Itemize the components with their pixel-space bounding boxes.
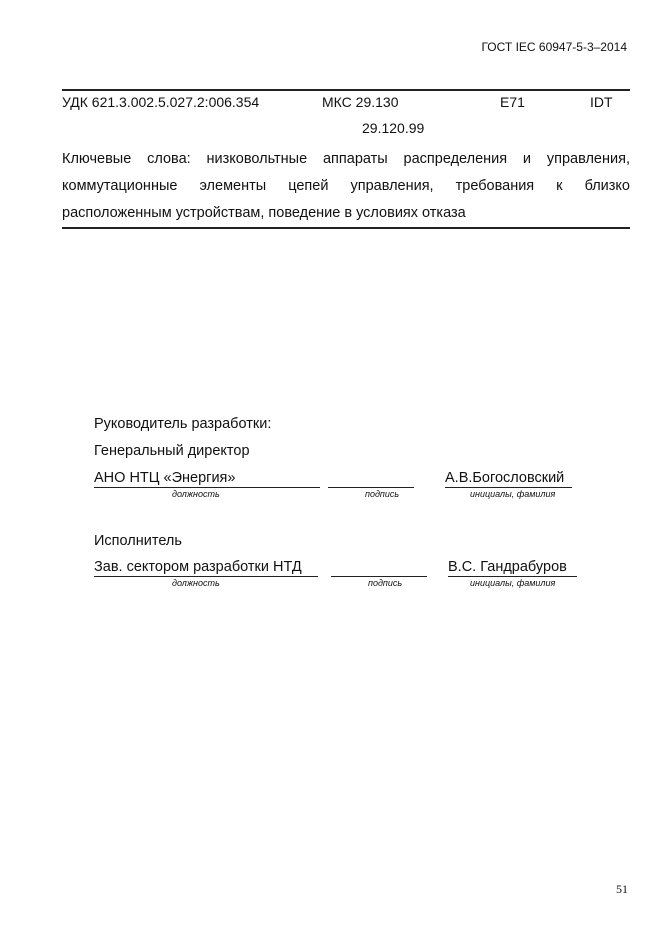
lead-caption-name: инициалы, фамилия [470,489,556,499]
page-number: 51 [616,882,628,896]
lead-caption-signature: подпись [365,489,400,499]
lead-name-line [445,487,572,488]
lead-signature-line [328,487,414,488]
executor-position: Зав. сектором разработки НТД [94,559,302,575]
executor-caption-signature: подпись [368,578,403,588]
mks-code-extra: 29.120.99 [362,120,425,136]
executor-title: Исполнитель [94,533,182,549]
lead-position: АНО НТЦ «Энергия» [94,470,236,486]
idt-label: IDT [590,94,613,110]
document-header: ГОСТ IEC 60947-5-3–2014 [481,40,627,54]
bottom-rule [62,227,630,229]
lead-name: А.В.Богословский [445,470,565,486]
executor-caption-position: должность [172,578,220,588]
lead-caption-position: должность [172,489,220,499]
executor-position-line [94,576,318,577]
executor-signature-line [331,576,427,577]
top-rule [62,89,630,91]
keywords-line: расположенным устройствам, поведение в условиях отказа [62,205,466,221]
executor-name: В.С. Гандрабуров [448,559,567,575]
executor-name-line [448,576,577,577]
executor-caption-name: инициалы, фамилия [470,578,556,588]
keywords-block [62,146,630,227]
lead-position-line [94,487,320,488]
keywords-line: коммутационные элементы цепей управления, требования к близко [62,178,630,194]
udk-code: УДК 621.3.002.5.027.2:006.354 [62,94,260,110]
lead-title: Руководитель разработки: [94,416,272,432]
keywords-line: Ключевые слова: низковольтные аппараты распределения и управления, [62,151,630,167]
okstu-code: Е71 [500,94,525,110]
lead-role: Генеральный директор [94,443,250,459]
mks-code: МКС 29.130 [322,94,399,110]
